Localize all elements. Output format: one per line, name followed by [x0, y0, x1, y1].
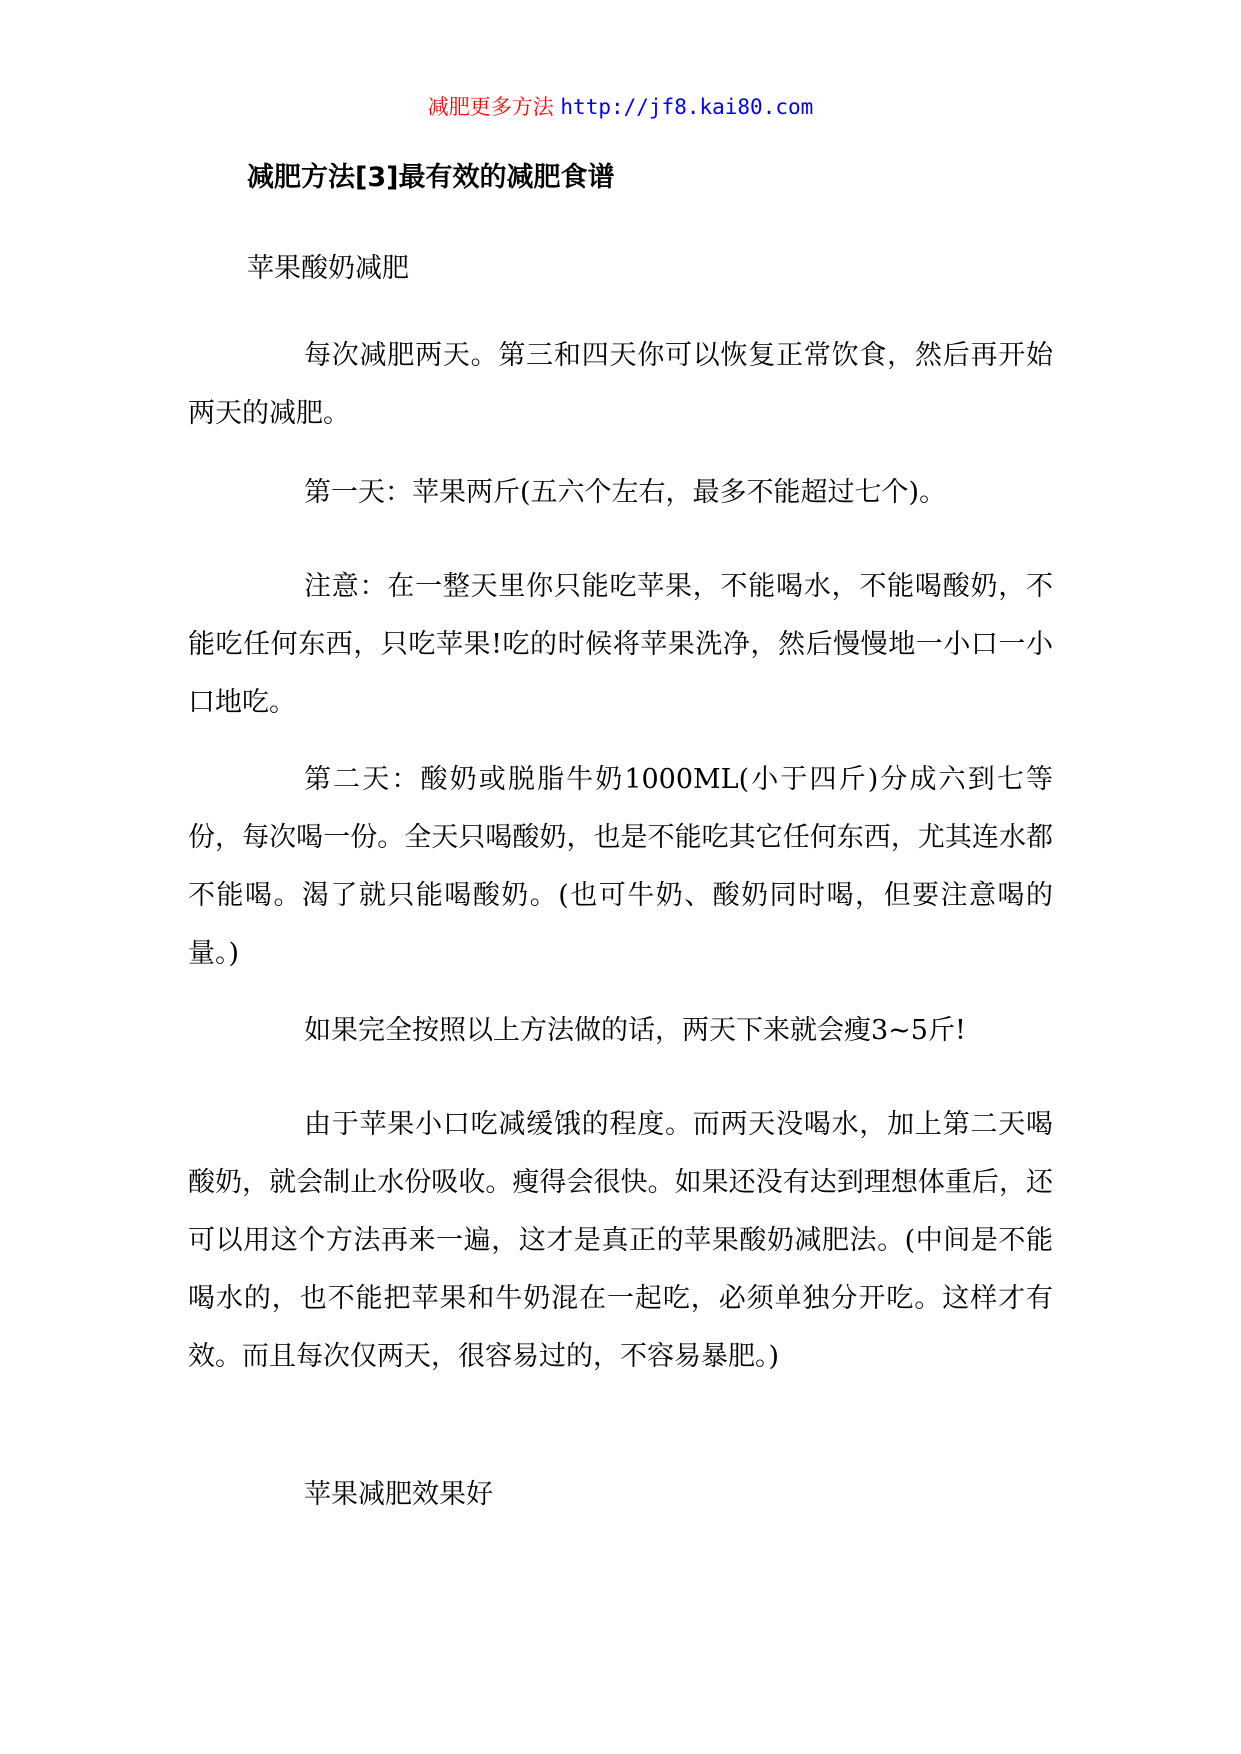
header-text: 减肥更多方法 — [427, 95, 554, 119]
header-link[interactable]: http://jf8.kai80.com — [560, 95, 814, 119]
section-heading: 苹果酸奶减肥 — [247, 253, 409, 284]
paragraph-note: 注意：在一整天里你只能吃苹果，不能喝水，不能喝酸奶，不能吃任何东西，只吃苹果!吃的时候将苹果洗净，然后慢慢地一小口一小口地吃。 — [188, 571, 1053, 718]
paragraph-explanation: 由于苹果小口吃减缓饿的程度。而两天没喝水，加上第二天喝酸奶，就会制止水份吸收。瘦得会很快。如果还没有达到理想体重后，还可以用这个方法再来一遍，这才是真正的苹果酸奶减肥法。(中间是不能喝水的，也不能把苹果和牛奶混在一起吃，必须单独分开吃。这样才有效。而且每次仅两天，很容易过的，不容易暴肥。) — [188, 1109, 1053, 1372]
paragraph-result: 如果完全按照以上方法做的话，两天下来就会瘦3~5斤! — [304, 1015, 966, 1046]
paragraph-subheading: 苹果减肥效果好 — [304, 1479, 493, 1510]
document-title: 减肥方法[3]最有效的减肥食谱 — [247, 162, 615, 193]
paragraph-day-one: 第一天：苹果两斤(五六个左右，最多不能超过七个)。 — [304, 477, 947, 508]
paragraph-intro: 每次减肥两天。第三和四天你可以恢复正常饮食，然后再开始两天的减肥。 — [188, 340, 1053, 429]
paragraph-day-two: 第二天：酸奶或脱脂牛奶1000ML(小于四斤)分成六到七等份，每次喝一份。全天只喝酸奶，也是不能吃其它任何东西，尤其连水都不能喝。渴了就只能喝酸奶。(也可牛奶、酸奶同时喝，但要注意喝的量。) — [188, 764, 1053, 969]
page-header — [0, 92, 1241, 122]
